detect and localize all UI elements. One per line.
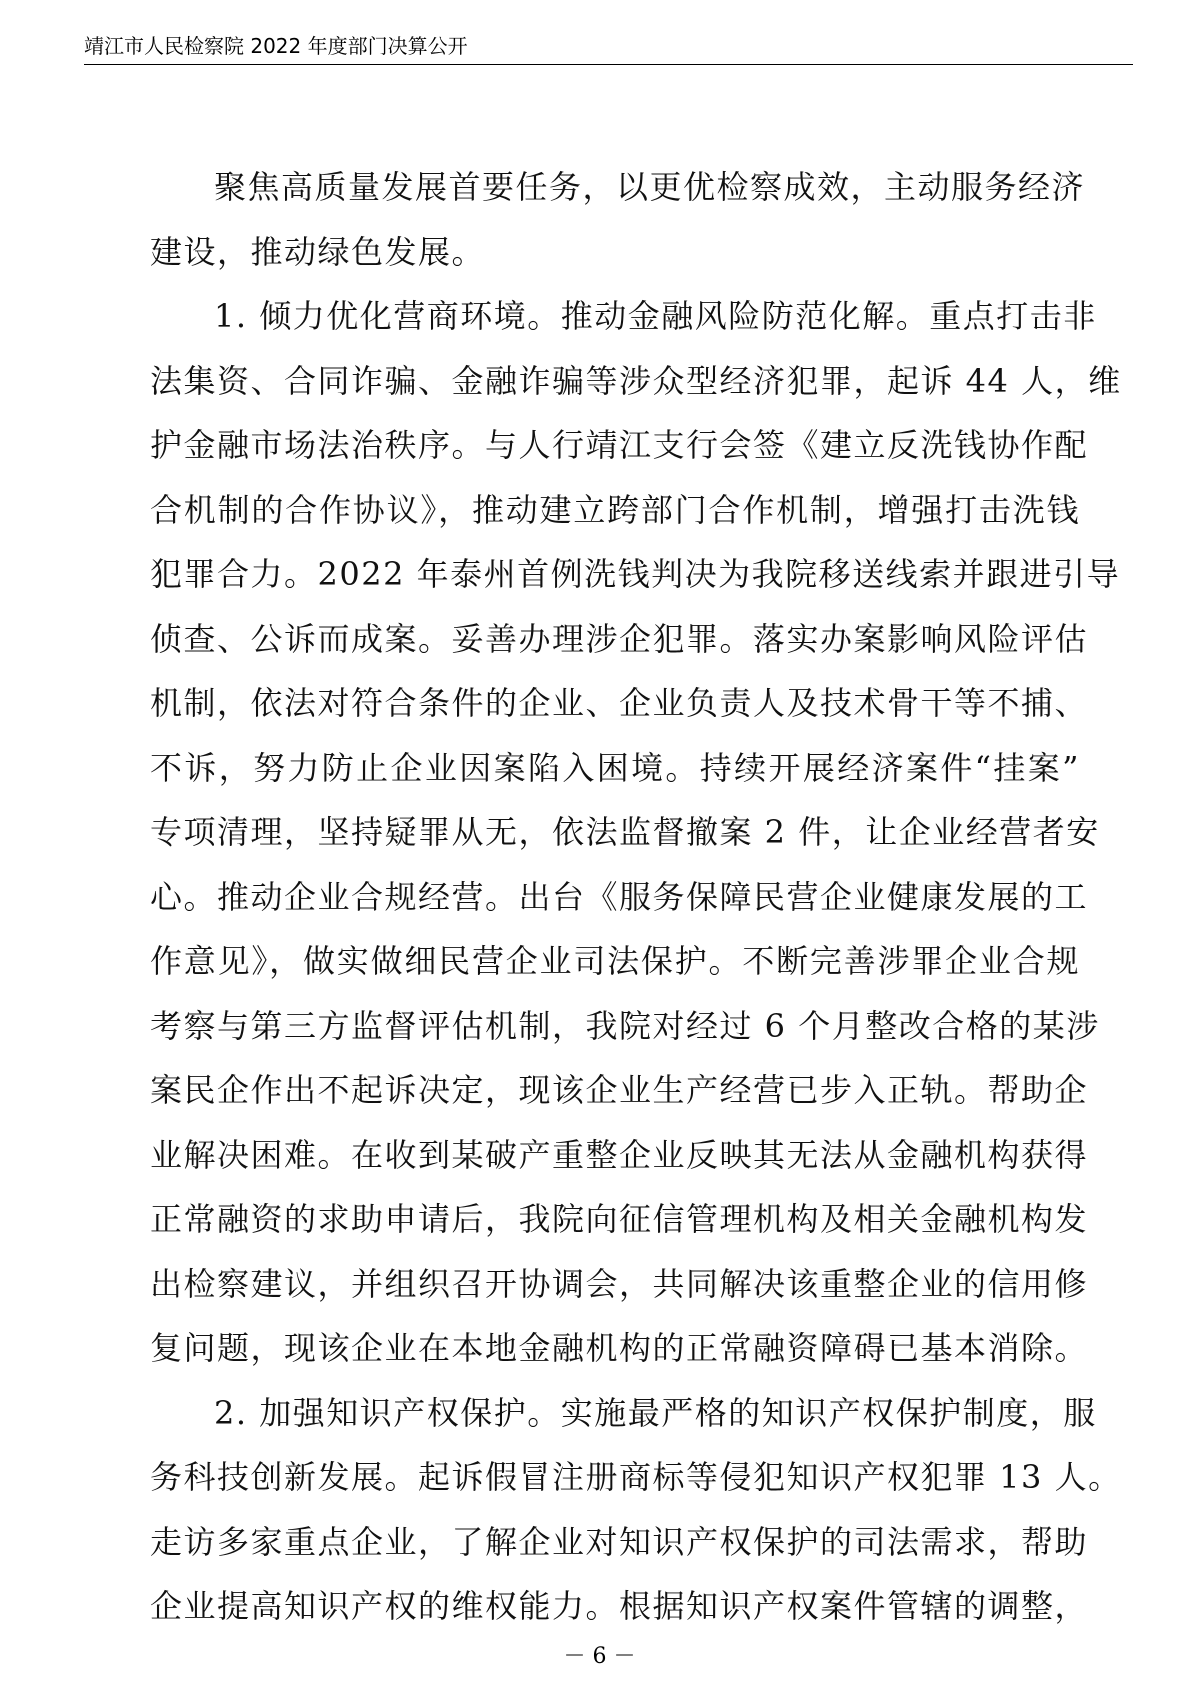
body-text-line: 业解决困难。在收到某破产重整企业反映其无法从金融机构获得: [150, 1135, 1089, 1174]
body-text-line: 复问题，现该企业在本地金融机构的正常融资障碍已基本消除。: [150, 1329, 1089, 1367]
body-text-line: 走访多家重点企业，了解企业对知识产权保护的司法需求，帮助: [150, 1522, 1089, 1561]
body-text-line: 法集资、合同诈骗、金融诈骗等涉众型经济犯罪，起诉 44 人，维: [150, 361, 1122, 400]
body-text-line: 不诉，努力防止企业因案陷入困境。持续开展经济案件“挂案”: [150, 748, 1080, 787]
body-text-line: 护金融市场法治秩序。与人行靖江支行会签《建立反洗钱协作配: [150, 426, 1089, 464]
body-text-line: 2. 加强知识产权保护。实施最严格的知识产权保护制度，服: [214, 1393, 1097, 1432]
header-divider: [84, 64, 1133, 65]
page-number: － 6 －: [563, 1644, 636, 1669]
body-text-line: 务科技创新发展。起诉假冒注册商标等侵犯知识产权犯罪 13 人。: [150, 1458, 1122, 1496]
body-text-line: 犯罪合力。2022 年泰州首例洗钱判决为我院移送线索并跟进引导: [150, 555, 1121, 593]
body-text-line: 心。推动企业合规经营。出台《服务保障民营企业健康发展的工: [150, 877, 1089, 916]
document-header-title: 靖江市人民检察院 2022 年度部门决算公开: [84, 34, 468, 58]
document-body: [150, 155, 1122, 1639]
body-text-line: 建设，推动绿色发展。: [150, 232, 486, 271]
body-text-line: 出检察建议，并组织召开协调会，共同解决该重整企业的信用修: [150, 1264, 1089, 1303]
body-text-line: 机制，依法对符合条件的企业、企业负责人及技术骨干等不捕、: [150, 684, 1089, 722]
body-text-line: 作意见》，做实做细民营企业司法保护。不断完善涉罪企业合规: [150, 942, 1080, 980]
body-text-line: 案民企作出不起诉决定，现该企业生产经营已步入正轨。帮助企: [150, 1071, 1089, 1109]
body-text-line: 合机制的合作协议》，推动建立跨部门合作机制，增强打击洗钱: [150, 490, 1080, 529]
body-text-line: 侦查、公诉而成案。妥善办理涉企犯罪。落实办案影响风险评估: [150, 619, 1089, 658]
body-text-line: 考察与第三方监督评估机制，我院对经过 6 个月整改合格的某涉: [150, 1006, 1100, 1045]
body-text-line: 企业提高知识产权的维权能力。根据知识产权案件管辖的调整，: [150, 1587, 1089, 1625]
body-text-line: 专项清理，坚持疑罪从无，依法监督撤案 2 件，让企业经营者安: [150, 813, 1100, 851]
body-text-line: 聚焦高质量发展首要任务，以更优检察成效，主动服务经济: [214, 168, 1086, 206]
body-text-line: 正常融资的求助申请后，我院向征信管理机构及相关金融机构发: [150, 1200, 1089, 1238]
body-text-line: 1. 倾力优化营商环境。推动金融风险防范化解。重点打击非: [214, 297, 1097, 335]
